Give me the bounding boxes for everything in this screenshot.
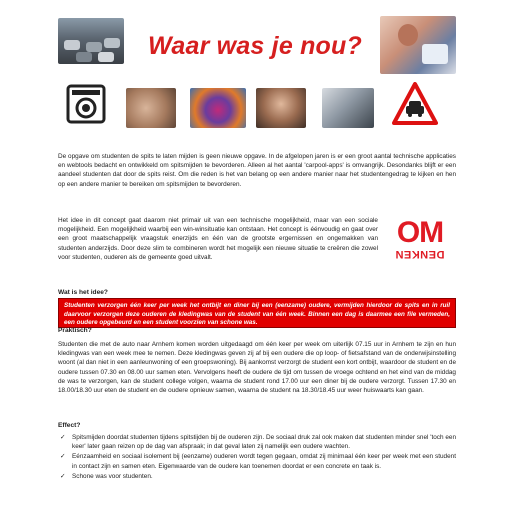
- page-title: Waar was je nou?: [148, 32, 362, 60]
- list-item: [58, 433, 456, 451]
- traffic-photo: [58, 18, 124, 64]
- idea-heading: Wat is het idee?: [58, 289, 108, 296]
- intro-paragraph: De opgave om studenten de spits te laten mijden is geen nieuwe opgave. In de afgelopen jaren is er een groot aantal technische applicaties en webtools bedacht en ontwikkeld om spitsmijden te bevorderen. Alleen al het aantal 'carpool-apps' is omvangrijk. Desondanks blijft er een aandeel studenten dat door de spits reist. Om die reden is het van belang op een andere manier naar het studentengedrag te kijken en hen op een andere manier te bereiken om spitsmijden te bevorderen.: [58, 153, 456, 188]
- concept-paragraph: Het idee in dit concept gaat daarom niet primair uit van een technische mogelijkheid, maar van een sociale mogelijkheid. Een mogelijkheid waarbij een win-winsituatie kan ontstaan. Het concept is éénvoudig en gaat over een groot maatschappelijk vraagstuk enerzijds en één van de grootste ergernissen en ongemakken van studenten anderzijds. Door deze slim te combineren wordt het mogelijk een nieuwe situatie te creëren die zowel voor studenten, ouderen als de gemeente goed uitvalt.: [58, 217, 378, 261]
- checkmark-icon: ✓: [60, 434, 66, 441]
- family-photo: [256, 88, 306, 128]
- parent-child-photo: [126, 88, 176, 128]
- effect-heading: Effect?: [58, 422, 81, 429]
- logo-om-text: OM: [396, 216, 444, 249]
- laundry-photo: [190, 88, 246, 128]
- idea-highlight-box: Studenten verzorgen één keer per week het ontbijt en diner bij een (eenzame) oudere, vermijden hierdoor de spits en in ruil daarvoor verzorgen deze ouderen de kledingwas van de student van één week. Binnen een dag is daarmee een file vermeden, een oudere opgebeurd en een student voorzien van schone was.: [58, 298, 456, 328]
- student-photo: [322, 88, 374, 128]
- logo-denken-text: DENKEN: [395, 248, 445, 260]
- warning-sign-icon: [392, 82, 438, 126]
- effect-item-text: Schone was voor studenten.: [72, 472, 153, 480]
- practical-paragraph: Studenten die met de auto naar Arnhem komen worden uitgedaagd om één keer per week om uiterlijk 07.15 uur in Arnhem te zijn en hun kledingwas van een week mee te nemen. Deze kledingwas geven zij af bij een oudere die op loop- of fietsafstand van de onderwijsinstelling woont (al dan niet in een aanleunwoning of een groepswoning). Bij aankomst verzorgt de student een kort ontbijt, waardoor de student en de oudere tussen 07.30 en 08.00 uur samen eten. Vervolgens heeft de oudere de tijd om tussen de vroege ochtend en het eind van de middag de was te verzorgen, kan de student college volgen, waarna de student rond 17.00 uur een diner bij de oudere verzorgt. Tussen 17.30 en 18.00/18.30 uur eten de student en de oudere opnieuw samen, waarna de student na 18.30/18.45 uur weer huiswaarts kan gaan.: [58, 341, 456, 395]
- effect-list: [58, 433, 456, 482]
- checkmark-icon: ✓: [60, 472, 66, 480]
- list-item: [58, 452, 456, 470]
- list-item: [58, 472, 456, 481]
- effect-item-text: Spitsmijden doordat studenten tijdens spitstijden bij de ouderen zijn. De sociaal druk zal ook maken dat studenten minder snel 'toch een keer' later gaan reizen op de dag van afspraak; in dat geval laten zij namelijk een oudere wachten.: [72, 434, 456, 451]
- effect-item-text: Eénzaamheid en sociaal isolement bij (eenzame) ouderen wordt tegen gegaan, omdat zij minimaal één keer per week met een student in contact zijn en samen eten. Eigenwaarde van de oudere kan toenemen doordat er een concrete en taak is.: [72, 453, 456, 470]
- woman-laptop-photo: [380, 16, 456, 74]
- omdenken-logo: [384, 214, 456, 274]
- practical-heading: Praktisch?: [58, 327, 92, 334]
- washing-machine-icon: [66, 84, 106, 124]
- checkmark-icon: ✓: [60, 453, 66, 461]
